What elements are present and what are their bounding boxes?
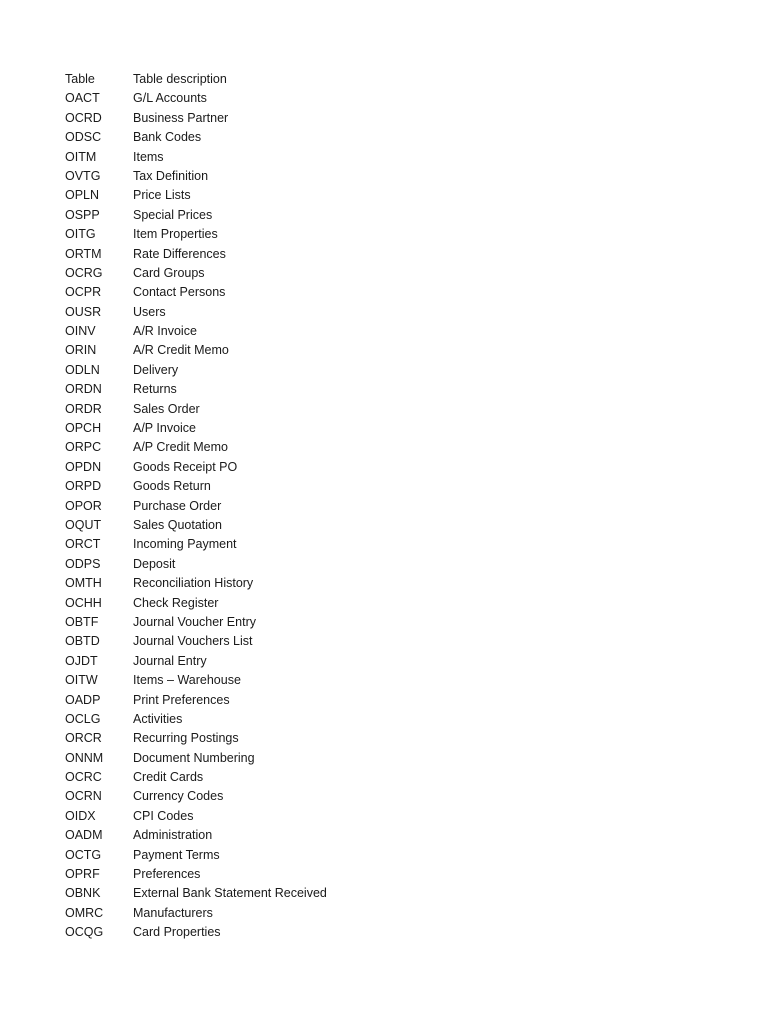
table-description: Document Numbering xyxy=(133,750,255,765)
table-code: OACT xyxy=(65,91,100,106)
table-description: Tax Definition xyxy=(133,168,209,183)
table-code: OITW xyxy=(65,673,98,688)
table-row xyxy=(65,341,745,360)
table-row xyxy=(65,904,745,923)
table-description: Goods Return xyxy=(133,479,211,494)
table-code: OMRC xyxy=(65,905,104,920)
table-code: OPDN xyxy=(65,459,102,474)
table-code: OCQG xyxy=(65,925,104,940)
table-code: OVTG xyxy=(65,168,101,183)
table-code: OUSR xyxy=(65,304,102,319)
table-row xyxy=(65,206,745,225)
table-row xyxy=(65,419,745,438)
table-code: OCTG xyxy=(65,847,102,862)
table-row xyxy=(65,477,745,496)
table-description: Returns xyxy=(133,382,177,397)
table-description: Sales Order xyxy=(133,401,200,416)
header-table: Table xyxy=(65,72,95,86)
table-code: OCLG xyxy=(65,711,101,726)
table-row xyxy=(65,245,745,264)
table-code: ODLN xyxy=(65,362,100,377)
table-description: Users xyxy=(133,304,166,319)
table-code: ORDN xyxy=(65,382,102,397)
table-row xyxy=(65,400,745,419)
table-code: OBNK xyxy=(65,886,101,901)
table-row xyxy=(65,89,745,108)
table-row xyxy=(65,225,745,244)
table-description: A/R Credit Memo xyxy=(133,343,229,358)
table-description: Items xyxy=(133,149,164,164)
table-code: OPRF xyxy=(65,867,100,882)
table-code: ORPC xyxy=(65,440,102,455)
table-code: OBTD xyxy=(65,634,100,649)
table-row xyxy=(65,632,745,651)
table-description: CPI Codes xyxy=(133,808,194,823)
table-row xyxy=(65,361,745,380)
table-code: OITM xyxy=(65,149,97,164)
table-description: Check Register xyxy=(133,595,219,610)
table-description: Special Prices xyxy=(133,207,213,222)
table-code: OCRD xyxy=(65,110,102,125)
table-description: Credit Cards xyxy=(133,770,204,785)
table-row xyxy=(65,322,745,341)
table-description: Purchase Order xyxy=(133,498,222,513)
table-row xyxy=(65,923,745,942)
table-row xyxy=(65,283,745,302)
table-description: Bank Codes xyxy=(133,130,202,145)
table-description: Journal Vouchers List xyxy=(133,634,253,649)
table-code: OSPP xyxy=(65,207,100,222)
table-code: ORPD xyxy=(65,479,102,494)
table-description: A/P Credit Memo xyxy=(133,440,228,455)
table-code: OINV xyxy=(65,324,96,339)
table-description: Card Properties xyxy=(133,925,221,940)
table-description: G/L Accounts xyxy=(133,91,207,106)
table-description: Business Partner xyxy=(133,110,229,125)
table-row xyxy=(65,729,745,748)
table-code: ORDR xyxy=(65,401,102,416)
table-row xyxy=(65,128,745,147)
table-description: A/P Invoice xyxy=(133,421,197,436)
table-row xyxy=(65,594,745,613)
table-list xyxy=(65,70,745,943)
table-code: OMTH xyxy=(65,576,102,591)
table-code: ORCR xyxy=(65,731,102,746)
table-code: OADP xyxy=(65,692,101,707)
table-header-row xyxy=(65,70,745,89)
header-description: Table description xyxy=(133,72,227,86)
table-code: OPOR xyxy=(65,498,102,513)
table-row xyxy=(65,884,745,903)
table-row xyxy=(65,671,745,690)
table-row xyxy=(65,652,745,671)
table-row xyxy=(65,109,745,128)
table-description: Reconciliation History xyxy=(133,576,254,591)
table-row xyxy=(65,787,745,806)
table-row xyxy=(65,264,745,283)
table-code: OCRG xyxy=(65,265,103,280)
table-code: OJDT xyxy=(65,653,98,668)
table-description: Contact Persons xyxy=(133,285,226,300)
table-code: OQUT xyxy=(65,517,102,532)
table-description: Activities xyxy=(133,711,183,726)
table-row xyxy=(65,710,745,729)
table-row xyxy=(65,613,745,632)
table-description: Deposit xyxy=(133,556,176,571)
table-row xyxy=(65,846,745,865)
table-description: Delivery xyxy=(133,362,179,377)
table-row xyxy=(65,380,745,399)
table-code: OITG xyxy=(65,227,96,242)
table-code: OADM xyxy=(65,828,103,843)
table-row xyxy=(65,807,745,826)
table-description: Incoming Payment xyxy=(133,537,237,552)
table-description: External Bank Statement Received xyxy=(133,886,327,901)
table-row xyxy=(65,303,745,322)
table-body xyxy=(65,89,745,942)
table-row xyxy=(65,167,745,186)
table-description: Card Groups xyxy=(133,265,205,280)
table-row xyxy=(65,516,745,535)
table-row xyxy=(65,691,745,710)
table-row xyxy=(65,186,745,205)
table-code: OCRC xyxy=(65,770,102,785)
table-code: OPLN xyxy=(65,188,100,203)
table-description: Print Preferences xyxy=(133,692,230,707)
table-description: Currency Codes xyxy=(133,789,224,804)
table-code: OIDX xyxy=(65,808,96,823)
table-row xyxy=(65,497,745,516)
table-code: ODPS xyxy=(65,556,101,571)
table-description: Journal Voucher Entry xyxy=(133,614,256,629)
table-description: Items – Warehouse xyxy=(133,673,241,688)
table-row xyxy=(65,148,745,167)
table-row xyxy=(65,749,745,768)
table-description: Preferences xyxy=(133,867,201,882)
table-description: Price Lists xyxy=(133,188,191,203)
table-row xyxy=(65,555,745,574)
table-row xyxy=(65,535,745,554)
table-code: OCPR xyxy=(65,285,102,300)
table-code: ORCT xyxy=(65,537,101,552)
table-row xyxy=(65,768,745,787)
table-description: Payment Terms xyxy=(133,847,220,862)
table-code: OCHH xyxy=(65,595,102,610)
table-code: OBTF xyxy=(65,614,99,629)
table-code: ORIN xyxy=(65,343,97,358)
table-code: OPCH xyxy=(65,421,102,436)
table-row xyxy=(65,574,745,593)
table-description: Journal Entry xyxy=(133,653,207,668)
table-description: Rate Differences xyxy=(133,246,226,261)
table-code: OCRN xyxy=(65,789,102,804)
table-code: ODSC xyxy=(65,130,102,145)
table-row xyxy=(65,438,745,457)
table-description: Goods Receipt PO xyxy=(133,459,238,474)
table-row xyxy=(65,865,745,884)
table-description: Administration xyxy=(133,828,213,843)
table-row xyxy=(65,458,745,477)
table-description: Sales Quotation xyxy=(133,517,222,532)
table-description: Item Properties xyxy=(133,227,218,242)
table-code: ONNM xyxy=(65,750,104,765)
table-description: A/R Invoice xyxy=(133,324,197,339)
table-description: Manufacturers xyxy=(133,905,213,920)
table-description: Recurring Postings xyxy=(133,731,239,746)
table-row xyxy=(65,826,745,845)
table-code: ORTM xyxy=(65,246,102,261)
